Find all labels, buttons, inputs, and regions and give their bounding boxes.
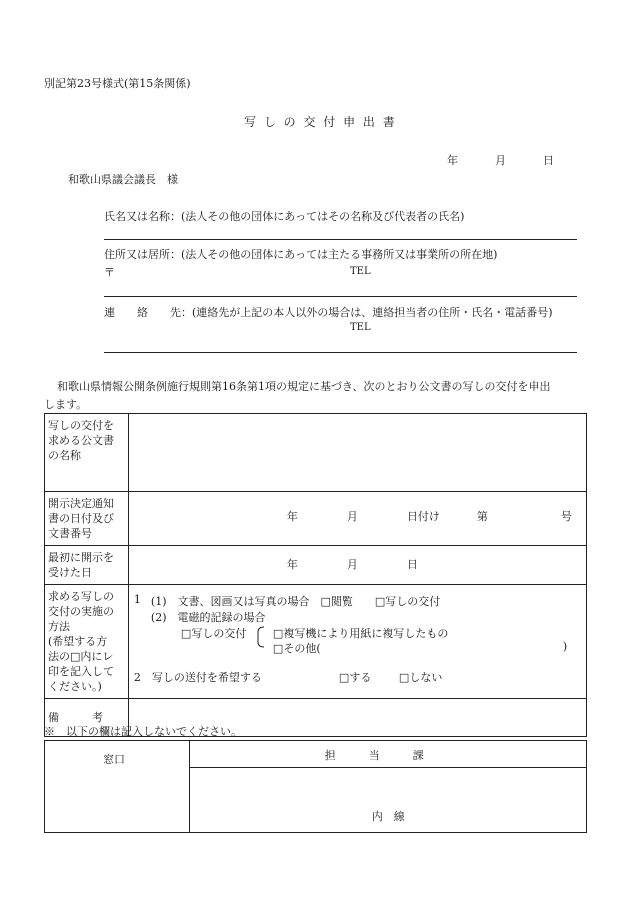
row3-label-1: 最初に開示を xyxy=(48,551,114,564)
form-id: 別記第23号様式(第15条関係) xyxy=(44,77,191,90)
address-label: 住所又は居所：(法人その他の団体にあっては主たる事務所又は事業所の所在地) xyxy=(104,248,498,261)
row3-year: 年 xyxy=(286,558,298,571)
row4-label-2: 交付の実施の xyxy=(48,605,114,618)
delivery-method-field xyxy=(128,585,586,699)
addressee: 和歌山県議会議長 様 xyxy=(68,173,178,186)
intro-text-1: 和歌山県情報公開条例施行規則第16条第1項の規定に基づき、次のとおり公文書の写しの交付を申出 xyxy=(57,380,551,393)
tel-label: TEL xyxy=(350,266,371,277)
row3-month: 月 xyxy=(346,558,358,571)
office-table xyxy=(44,740,587,833)
document-name-field[interactable] xyxy=(128,414,586,492)
opt1b-copy[interactable]: □写しの交付 xyxy=(180,627,247,640)
row4-label xyxy=(45,585,129,699)
name-line[interactable] xyxy=(104,239,577,240)
row2-no: 第 xyxy=(476,510,488,523)
document-title: 写 し の 交 付 申 出 書 xyxy=(244,115,397,129)
row2-month: 月 xyxy=(346,510,358,523)
opt1b-other[interactable]: □その他( xyxy=(272,642,321,655)
office-dept-cell xyxy=(189,741,586,768)
row4-label-1: 求める写しの xyxy=(48,590,114,603)
row4-label-4: (希望する方 xyxy=(48,635,108,648)
intro-text-2: します。 xyxy=(44,398,88,411)
row2-label-3: 文書番号 xyxy=(48,527,92,540)
row1-label-1: 写しの交付を xyxy=(48,419,114,432)
row3-label xyxy=(45,546,129,585)
row2-label-1: 開示決定通知 xyxy=(48,497,114,510)
contact-line[interactable] xyxy=(104,352,577,353)
name-label: 氏名又は名称：(法人その他の団体にあってはその名称及び代表者の氏名) xyxy=(104,210,465,223)
row2-day: 日付け xyxy=(406,510,440,523)
office-ext: 内 線 xyxy=(371,810,405,824)
row4-label-6: 印を記入して xyxy=(48,665,114,678)
opt2-yes[interactable]: □する xyxy=(338,671,372,684)
row2-go: 号 xyxy=(560,510,572,523)
office-dept: 担 当 課 xyxy=(324,749,424,762)
date-day: 日 xyxy=(543,154,554,167)
postal-mark: 〒 xyxy=(104,266,115,279)
row1-label-3: の名称 xyxy=(48,449,81,462)
row2-year: 年 xyxy=(286,510,298,523)
request-table xyxy=(44,413,587,737)
opt1a-text[interactable]: (1) 文書、図画又は写真の場合 □閲覧 □写しの交付 xyxy=(150,595,441,608)
opt1b-other-close: ) xyxy=(562,640,568,653)
brace-icon xyxy=(255,626,265,648)
contact-tel-label: TEL xyxy=(350,322,371,333)
row1-label-2: 求める公文書 xyxy=(48,434,114,447)
remarks-label: 備 考 xyxy=(48,711,103,724)
row4-label-5: 法の□内にレ xyxy=(48,650,114,663)
opt2-no[interactable]: □しない xyxy=(398,671,443,684)
row2-label xyxy=(45,492,129,546)
row2-label-2: 書の日付及び xyxy=(48,512,114,525)
row3-label-2: 受けた日 xyxy=(48,566,92,579)
notice-date-field[interactable] xyxy=(128,492,586,546)
note-text: ※ 以下の欄は記入しないでください。 xyxy=(44,725,242,738)
office-window: 窓口 xyxy=(103,753,125,766)
date-year: 年 xyxy=(447,154,458,167)
opt1b-text: (2) 電磁的記録の場合 xyxy=(150,611,266,624)
contact-label: 連 絡 先：(連絡先が上記の本人以外の場合は、連絡担当者の住所・氏名・電話番号) xyxy=(104,306,553,319)
date-month: 月 xyxy=(495,154,506,167)
row1-label xyxy=(45,414,129,492)
office-window-cell xyxy=(45,741,190,833)
row4-label-7: ください。) xyxy=(48,680,102,693)
opt2-text: 2 写しの送付を希望する xyxy=(133,671,262,684)
opt1b-copy-machine[interactable]: □複写機により用紙に複写したもの xyxy=(272,627,449,640)
address-line[interactable] xyxy=(104,296,577,297)
first-disclosure-date-field[interactable] xyxy=(128,546,586,585)
row3-day: 日 xyxy=(406,558,418,571)
office-ext-cell xyxy=(189,768,586,833)
opt1-num: 1 xyxy=(133,593,141,606)
row4-label-3: 方法 xyxy=(48,620,70,633)
